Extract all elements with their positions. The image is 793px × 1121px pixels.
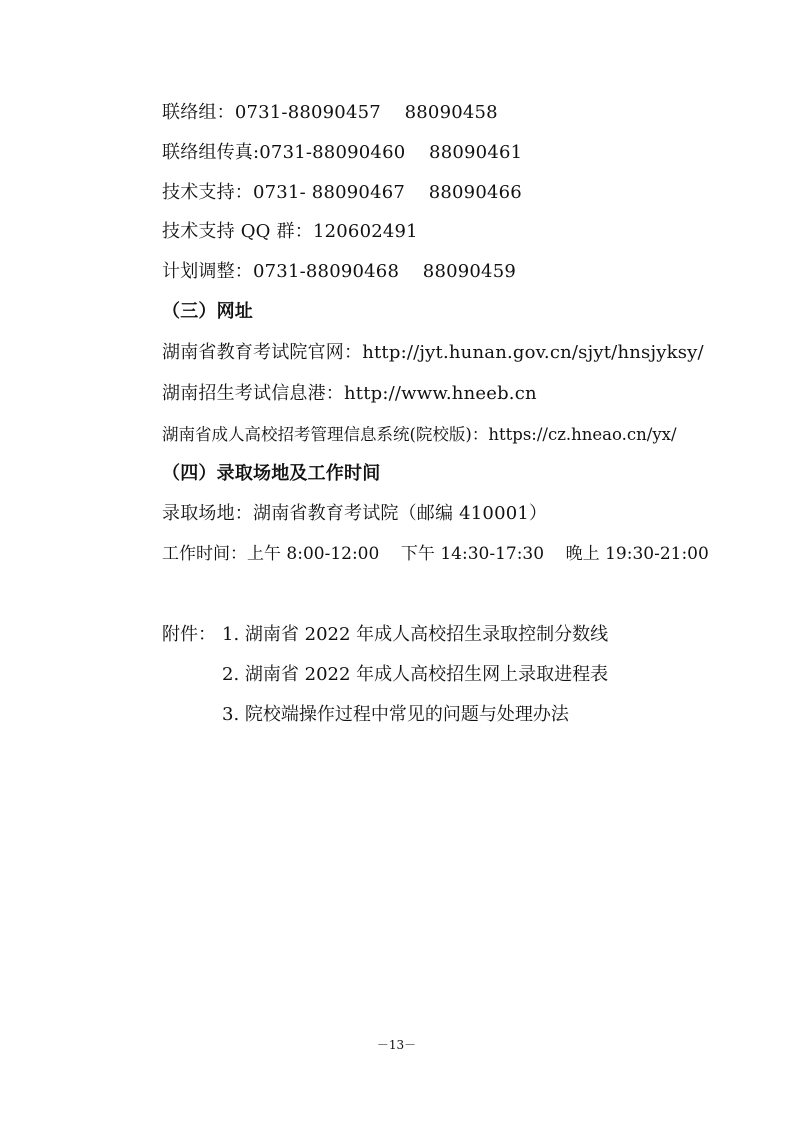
hours-value: 上午 8:00-12:00 下午 14:30-17:30 晚上 19:30-21:00 [247,544,709,564]
contact-line-tech-support [162,181,522,205]
section-heading-venue-hours: （四）录取场地及工作时间 [162,463,381,484]
contact-value: 0731-88090468 88090459 [253,261,517,282]
venue-line [162,502,547,526]
website-link[interactable]: https://cz.hneao.cn/yx/ [488,425,677,444]
website-line-info-port [162,382,537,406]
page-number: －13－ [376,1038,417,1052]
website-line-official [162,341,704,365]
contact-value: 0731-88090457 88090458 [234,102,498,123]
contact-line-fax [162,141,522,165]
contact-value: 0731- 88090467 88090466 [253,182,522,203]
contact-value: 120602491 [312,221,418,242]
venue-label: 录取场地： [162,503,253,524]
attachments-label: 附件： [162,624,216,645]
website-link[interactable]: http://jyt.hunan.gov.cn/sjyt/hnsjyksy/ [362,342,704,363]
website-line-system [162,423,677,447]
contact-label: 技术支持 QQ 群： [162,221,313,242]
contact-label: 计划调整： [162,261,253,282]
contact-line-plan-adjust [162,260,516,284]
contact-label: 联络组： [162,102,235,123]
attachment-item-3: 3. 院校端操作过程中常见的问题与处理办法 [222,704,569,725]
contact-value: 0731-88090460 88090461 [259,142,523,163]
website-label: 湖南招生考试信息港： [162,383,344,404]
venue-value: 湖南省教育考试院（邮编 410001） [253,503,548,524]
website-link[interactable]: http://www.hneeb.cn [344,383,537,404]
contact-line-qq-group [162,220,418,244]
website-label: 湖南省教育考试院官网： [162,342,363,363]
website-label: 湖南省成人高校招考管理信息系统(院校版)： [162,425,489,444]
attachment-item-1: 1. 湖南省 2022 年成人高校招生录取控制分数线 [222,624,609,645]
section-heading-websites: （三）网址 [162,301,253,322]
hours-line [162,542,709,566]
contact-label: 联络组传真: [162,142,260,163]
contact-line-liaison [162,101,498,125]
attachment-item-2: 2. 湖南省 2022 年成人高校招生网上录取进程表 [222,664,609,685]
contact-label: 技术支持： [162,182,253,203]
hours-label: 工作时间： [162,544,247,564]
